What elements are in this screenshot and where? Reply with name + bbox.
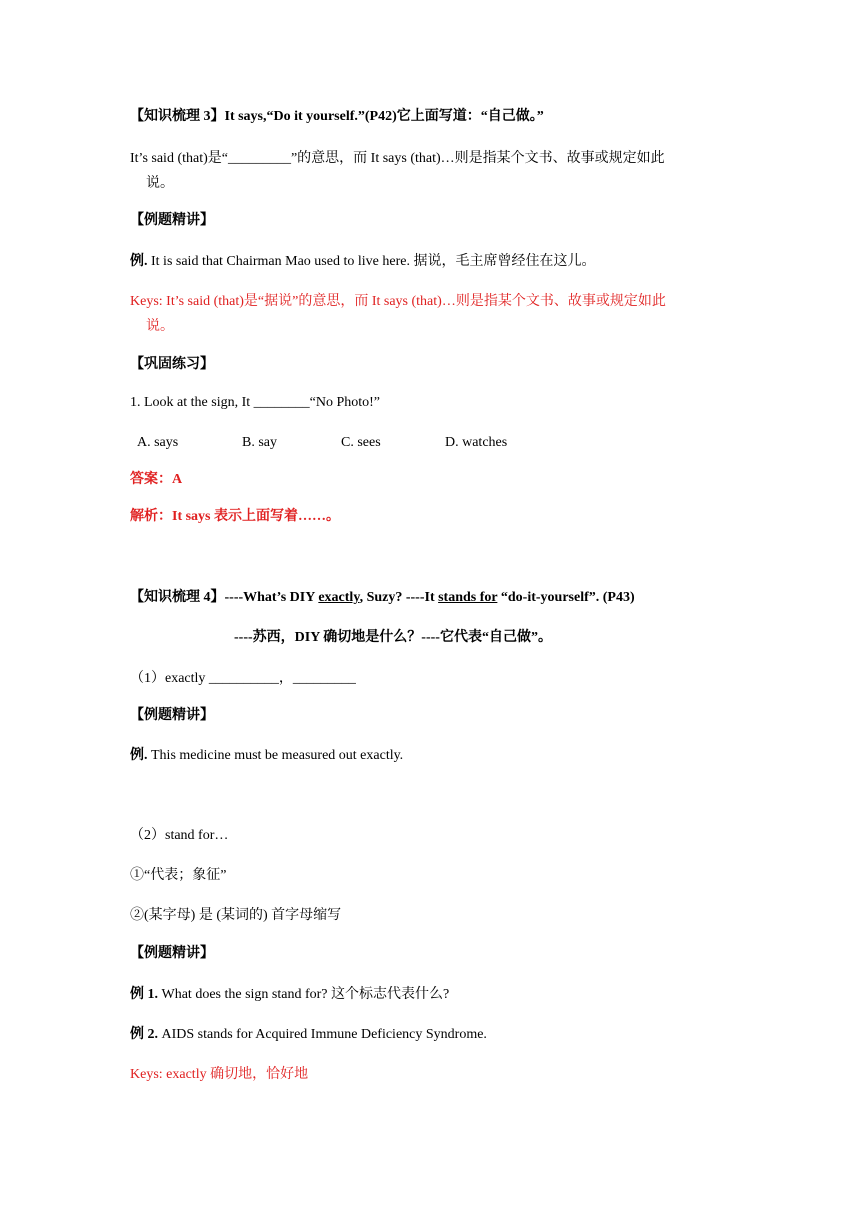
section4-item1: （1）exactly __________，_________ [130, 671, 356, 686]
section4-example-heading-1: 【例题精讲】 [130, 708, 214, 723]
section4-subtitle: ----苏西，DIY 确切地是什么？----它代表“自己做”。 [234, 630, 552, 645]
option-a: A. says [137, 435, 179, 450]
example-2-label: 例 2. [130, 1027, 158, 1042]
section4-title-pre: 【知识梳理 4】----What’s DIY [130, 590, 319, 605]
example-label: 例. [130, 254, 148, 269]
section4-title-mid: , Suzy? ----It [359, 590, 439, 605]
section3-answer: 答案：A [130, 472, 183, 487]
example-2-text: AIDS stands for Acquired Immune Deficiency Syndrome. [158, 1027, 487, 1042]
section3-analysis: 解析：It says 表示上面写着……。 [130, 509, 341, 524]
example-1-label: 例 1. [130, 987, 158, 1002]
section3-explain-line1: It’s said (that)是“_________”的意思，而 It says (that)…则是指某个文书、故事或规定如此 [130, 151, 665, 166]
section3-question-1: 1. Look at the sign, It ________“No Photo!” [130, 395, 381, 410]
section4-example [130, 747, 403, 765]
section3-keys-line2: 说。 [146, 319, 174, 334]
section4-meaning2: ②(某字母) 是 (某词的) 首字母缩写 [130, 908, 342, 923]
section3-practice-heading: 【巩固练习】 [130, 357, 214, 372]
section3-title: 【知识梳理 3】It says,“Do it yourself.”(P42)它上面写道：“自己做。” [130, 109, 544, 124]
example-text: It is said that Chairman Mao used to live here. 据说，毛主席曾经住在这儿。 [147, 254, 596, 269]
section4-example-heading-2: 【例题精讲】 [130, 946, 214, 961]
section4-title-stands-for: stands for [438, 590, 498, 605]
example-1-text: What does the sign stand for? 这个标志代表什么? [158, 987, 450, 1002]
section4-item2: （2）stand for… [130, 828, 229, 843]
section3-explain-line2: 说。 [146, 176, 174, 191]
option-c: C. sees [341, 435, 381, 450]
section4-example-2 [130, 1026, 487, 1044]
example-label: 例. [130, 748, 148, 763]
section3-example [130, 253, 595, 271]
section4-meaning1: ①“代表；象征” [130, 868, 227, 883]
section3-keys-line1: Keys: It’s said (that)是“据说”的意思，而 It says (that)…则是指某个文书、故事或规定如此 [130, 294, 666, 309]
section4-example-1 [130, 986, 449, 1004]
section4-title-post: “do-it-yourself”. (P43) [497, 590, 635, 605]
option-d: D. watches [445, 435, 508, 450]
section4-keys: Keys: exactly 确切地，恰好地 [130, 1067, 309, 1082]
section3-example-heading: 【例题精讲】 [130, 213, 214, 228]
example-text: This medicine must be measured out exactly. [147, 748, 404, 763]
section4-title-exactly: exactly [318, 590, 360, 605]
section4-title [130, 589, 635, 607]
question-options [137, 434, 507, 452]
option-b: B. say [242, 435, 277, 450]
